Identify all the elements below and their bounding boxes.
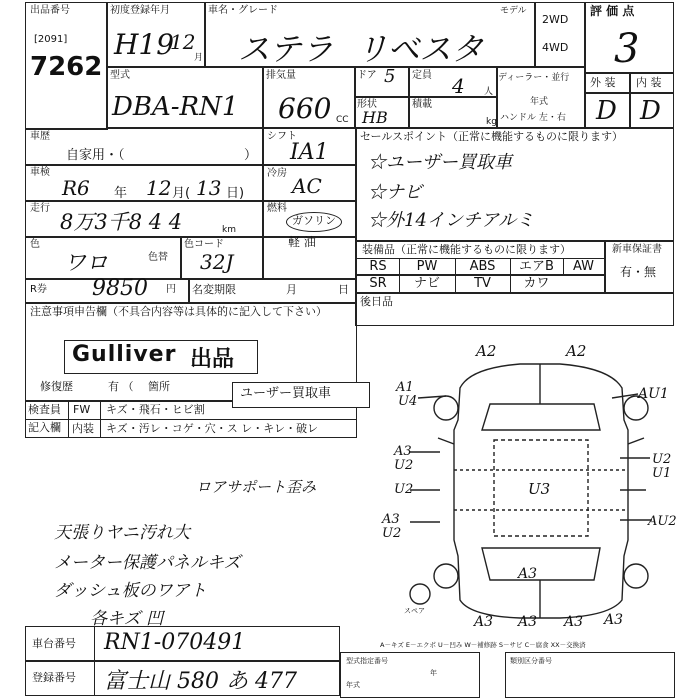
new-warranty-value: 有・無: [620, 265, 657, 279]
color-value: ワロ: [64, 251, 109, 276]
first-reg-month: 12: [170, 30, 196, 54]
equip-rs: RS: [369, 259, 387, 274]
mark-u2-l1: U2: [394, 458, 414, 473]
footer-model-year: 年式: [346, 681, 360, 689]
gulliver-text: Gulliver: [72, 342, 177, 367]
nc-month: 月: [286, 283, 297, 296]
equip-aw: AW: [572, 259, 595, 274]
name-change-label: 名変期限: [192, 283, 236, 296]
mark-u3-roof: U3: [528, 480, 551, 498]
car-name-value: ステラ: [238, 30, 334, 68]
sales-label: セールスポイント（正常に機能するものに限ります）: [360, 130, 624, 143]
fuel-label: 燃料: [267, 203, 287, 214]
notes-label: 注意事項申告欄（不具合内容等は具体的に記入して下さい）: [30, 305, 327, 318]
repair-label: 修復歴: [40, 380, 73, 393]
interior-label: 内 装: [636, 76, 662, 89]
lot-code: [2091]: [34, 34, 68, 45]
inspector-label1: 検査員: [28, 403, 61, 416]
reg-label: 登録番号: [32, 671, 76, 684]
grade-value: リベスタ: [356, 30, 484, 68]
sales-line3: ☆外14インチアルミ: [368, 210, 535, 231]
type-label: 型式: [110, 70, 130, 81]
cc-unit: CC: [336, 115, 349, 125]
inspection-value: R6: [62, 176, 90, 200]
reg-value: 富士山 580 あ 477: [104, 669, 297, 694]
color-label: 色: [30, 239, 40, 250]
load-label: 積載: [412, 99, 432, 110]
mileage-label: 走行: [30, 203, 50, 214]
yen-unit: 円: [166, 284, 176, 295]
fw: FW: [73, 403, 91, 416]
repair-value: 有 （: [108, 380, 134, 393]
person-unit: 人: [484, 87, 494, 97]
mark-a3-b1: A3: [474, 614, 494, 630]
mark-a3-b2: A3: [518, 614, 538, 630]
note-line3: ダッシュ板のワアト: [54, 581, 207, 601]
user-buy-text: ユーザー買取車: [240, 386, 332, 401]
equip-navi: ナビ: [413, 276, 440, 291]
color-code-value: 32J: [200, 250, 234, 274]
equip-label: 装備品（正常に機能するものに限ります）: [362, 243, 571, 256]
score-value: 3: [614, 26, 640, 72]
kg-unit: kg: [486, 117, 497, 127]
car-name-label: 車名・グレード: [208, 5, 278, 16]
ac-value: AC: [292, 174, 322, 198]
repair-close: 箇所: [148, 380, 170, 393]
mark-a3-l1: A3: [394, 444, 412, 459]
inspection-label: 車検: [30, 167, 50, 178]
door-value: 5: [384, 66, 396, 87]
chassis-value: RN1-070491: [104, 630, 246, 655]
spare-key-label: 後日品: [360, 295, 393, 308]
equip-airbag: エアB: [519, 259, 554, 274]
first-reg-label: 初度登録年月: [110, 5, 170, 16]
mark-a3-rear: A3: [518, 566, 538, 582]
mark-a2-right: A2: [566, 342, 587, 360]
lot-number: 7262: [30, 52, 103, 82]
mark-a3-b3: A3: [564, 614, 584, 630]
type-cert-label: 型式指定番号: [346, 657, 388, 665]
note-line2: メーター保護パネルキズ: [54, 553, 241, 573]
fuel-diesel: 軽 油: [288, 235, 316, 249]
insp-row2: キズ・汚レ・コゲ・穴・ス レ・キレ・破レ: [106, 422, 319, 435]
first-reg-month-unit: 月: [194, 53, 204, 63]
displacement-value: 660: [278, 92, 332, 125]
note-line4: 各キズ 凹: [90, 609, 164, 629]
capacity-value: 4: [452, 74, 465, 98]
interior-value: D: [640, 96, 661, 126]
note-line1: 天張りヤニ汚れ大: [54, 523, 190, 543]
equip-sr: SR: [369, 276, 387, 291]
interior-insp: 内装: [72, 422, 94, 435]
ac-label: 冷房: [267, 168, 287, 179]
damage-legend: A－キズ E－エクボ U－凹み W－補修跡 S－サビ C－腐食 XX－交換済: [380, 641, 586, 649]
wd2: 2WD: [542, 13, 569, 26]
km-unit: km: [222, 225, 236, 235]
exterior-label: 外 装: [590, 76, 616, 89]
mark-a3-l2: A3: [382, 512, 400, 527]
r-fee-value: 9850: [92, 276, 148, 301]
equip-leather: カワ: [523, 276, 550, 291]
spare-label: スペア: [404, 607, 425, 615]
nc-day: 日: [338, 283, 349, 296]
recolor-label: 色替: [148, 252, 168, 263]
shift-label: シフト: [267, 131, 297, 142]
lot-label: 出品番号: [30, 5, 70, 16]
sales-line1: ☆ユーザー買取車: [368, 152, 512, 173]
mileage-value: 8万3千8 4 4: [60, 210, 183, 234]
shuppin-text: 出品: [190, 347, 235, 372]
shape-value: HB: [362, 108, 388, 127]
equip-abs: ABS: [469, 259, 496, 274]
fuel-gasoline: ガソリン: [292, 214, 336, 227]
month-unit: 月(: [172, 186, 191, 201]
mark-au1: AU1: [638, 386, 669, 402]
sales-line2: ☆ナビ: [368, 182, 422, 203]
mark-a1-fl: A1: [396, 380, 414, 395]
dealer-label: ディーラー・並行: [498, 73, 570, 83]
history-value: 自家用・（: [66, 148, 125, 163]
rear-support-note: ロアサポート歪み: [196, 478, 317, 496]
handle-label: ハンドル 左・右: [500, 113, 566, 123]
shift-value: IA1: [290, 140, 329, 165]
day-unit: 日): [226, 186, 245, 201]
mark-u2-l3: U2: [382, 526, 402, 541]
inspection-day: 13: [196, 176, 222, 200]
color-code-label: 色コード: [184, 239, 224, 250]
inspector-label2: 記入欄: [28, 421, 61, 434]
mark-au2: AU2: [648, 514, 677, 529]
mark-a3-b4: A3: [604, 612, 624, 628]
score-label: 評 価 点: [590, 4, 635, 18]
type-value: DBA-RN1: [112, 92, 239, 122]
year-unit: 年: [114, 186, 128, 201]
mark-u2-l2: U2: [394, 482, 414, 497]
wd4: 4WD: [542, 41, 569, 54]
new-warranty-label: 新車保証書: [612, 244, 662, 255]
mark-u4: U4: [398, 394, 418, 409]
equip-tv: TV: [474, 276, 491, 291]
history-label: 車歴: [30, 131, 50, 142]
history-close: ）: [244, 148, 258, 163]
first-reg-value: H19: [114, 28, 175, 61]
inspection-month: 12: [146, 176, 172, 200]
insp-row1: キズ・飛石・ヒビ割: [106, 403, 205, 416]
equip-pw: PW: [416, 259, 438, 274]
capacity-label: 定員: [412, 70, 432, 81]
model-year-label: 年式: [530, 97, 549, 107]
mark-u2-r1: U2: [652, 452, 672, 467]
displacement-label: 排気量: [266, 70, 296, 81]
door-label: ドア: [357, 70, 377, 81]
mark-a2-left: A2: [476, 342, 497, 360]
exterior-value: D: [596, 96, 617, 126]
chassis-label: 車台番号: [32, 637, 76, 650]
shape-label: 形状: [357, 99, 377, 110]
footer-year: 年: [430, 669, 437, 677]
mark-u1-r: U1: [652, 466, 672, 481]
r-fee-label: R券: [30, 284, 47, 295]
type-class-label: 類別区分番号: [510, 657, 552, 665]
model-label: モデル: [500, 6, 527, 16]
